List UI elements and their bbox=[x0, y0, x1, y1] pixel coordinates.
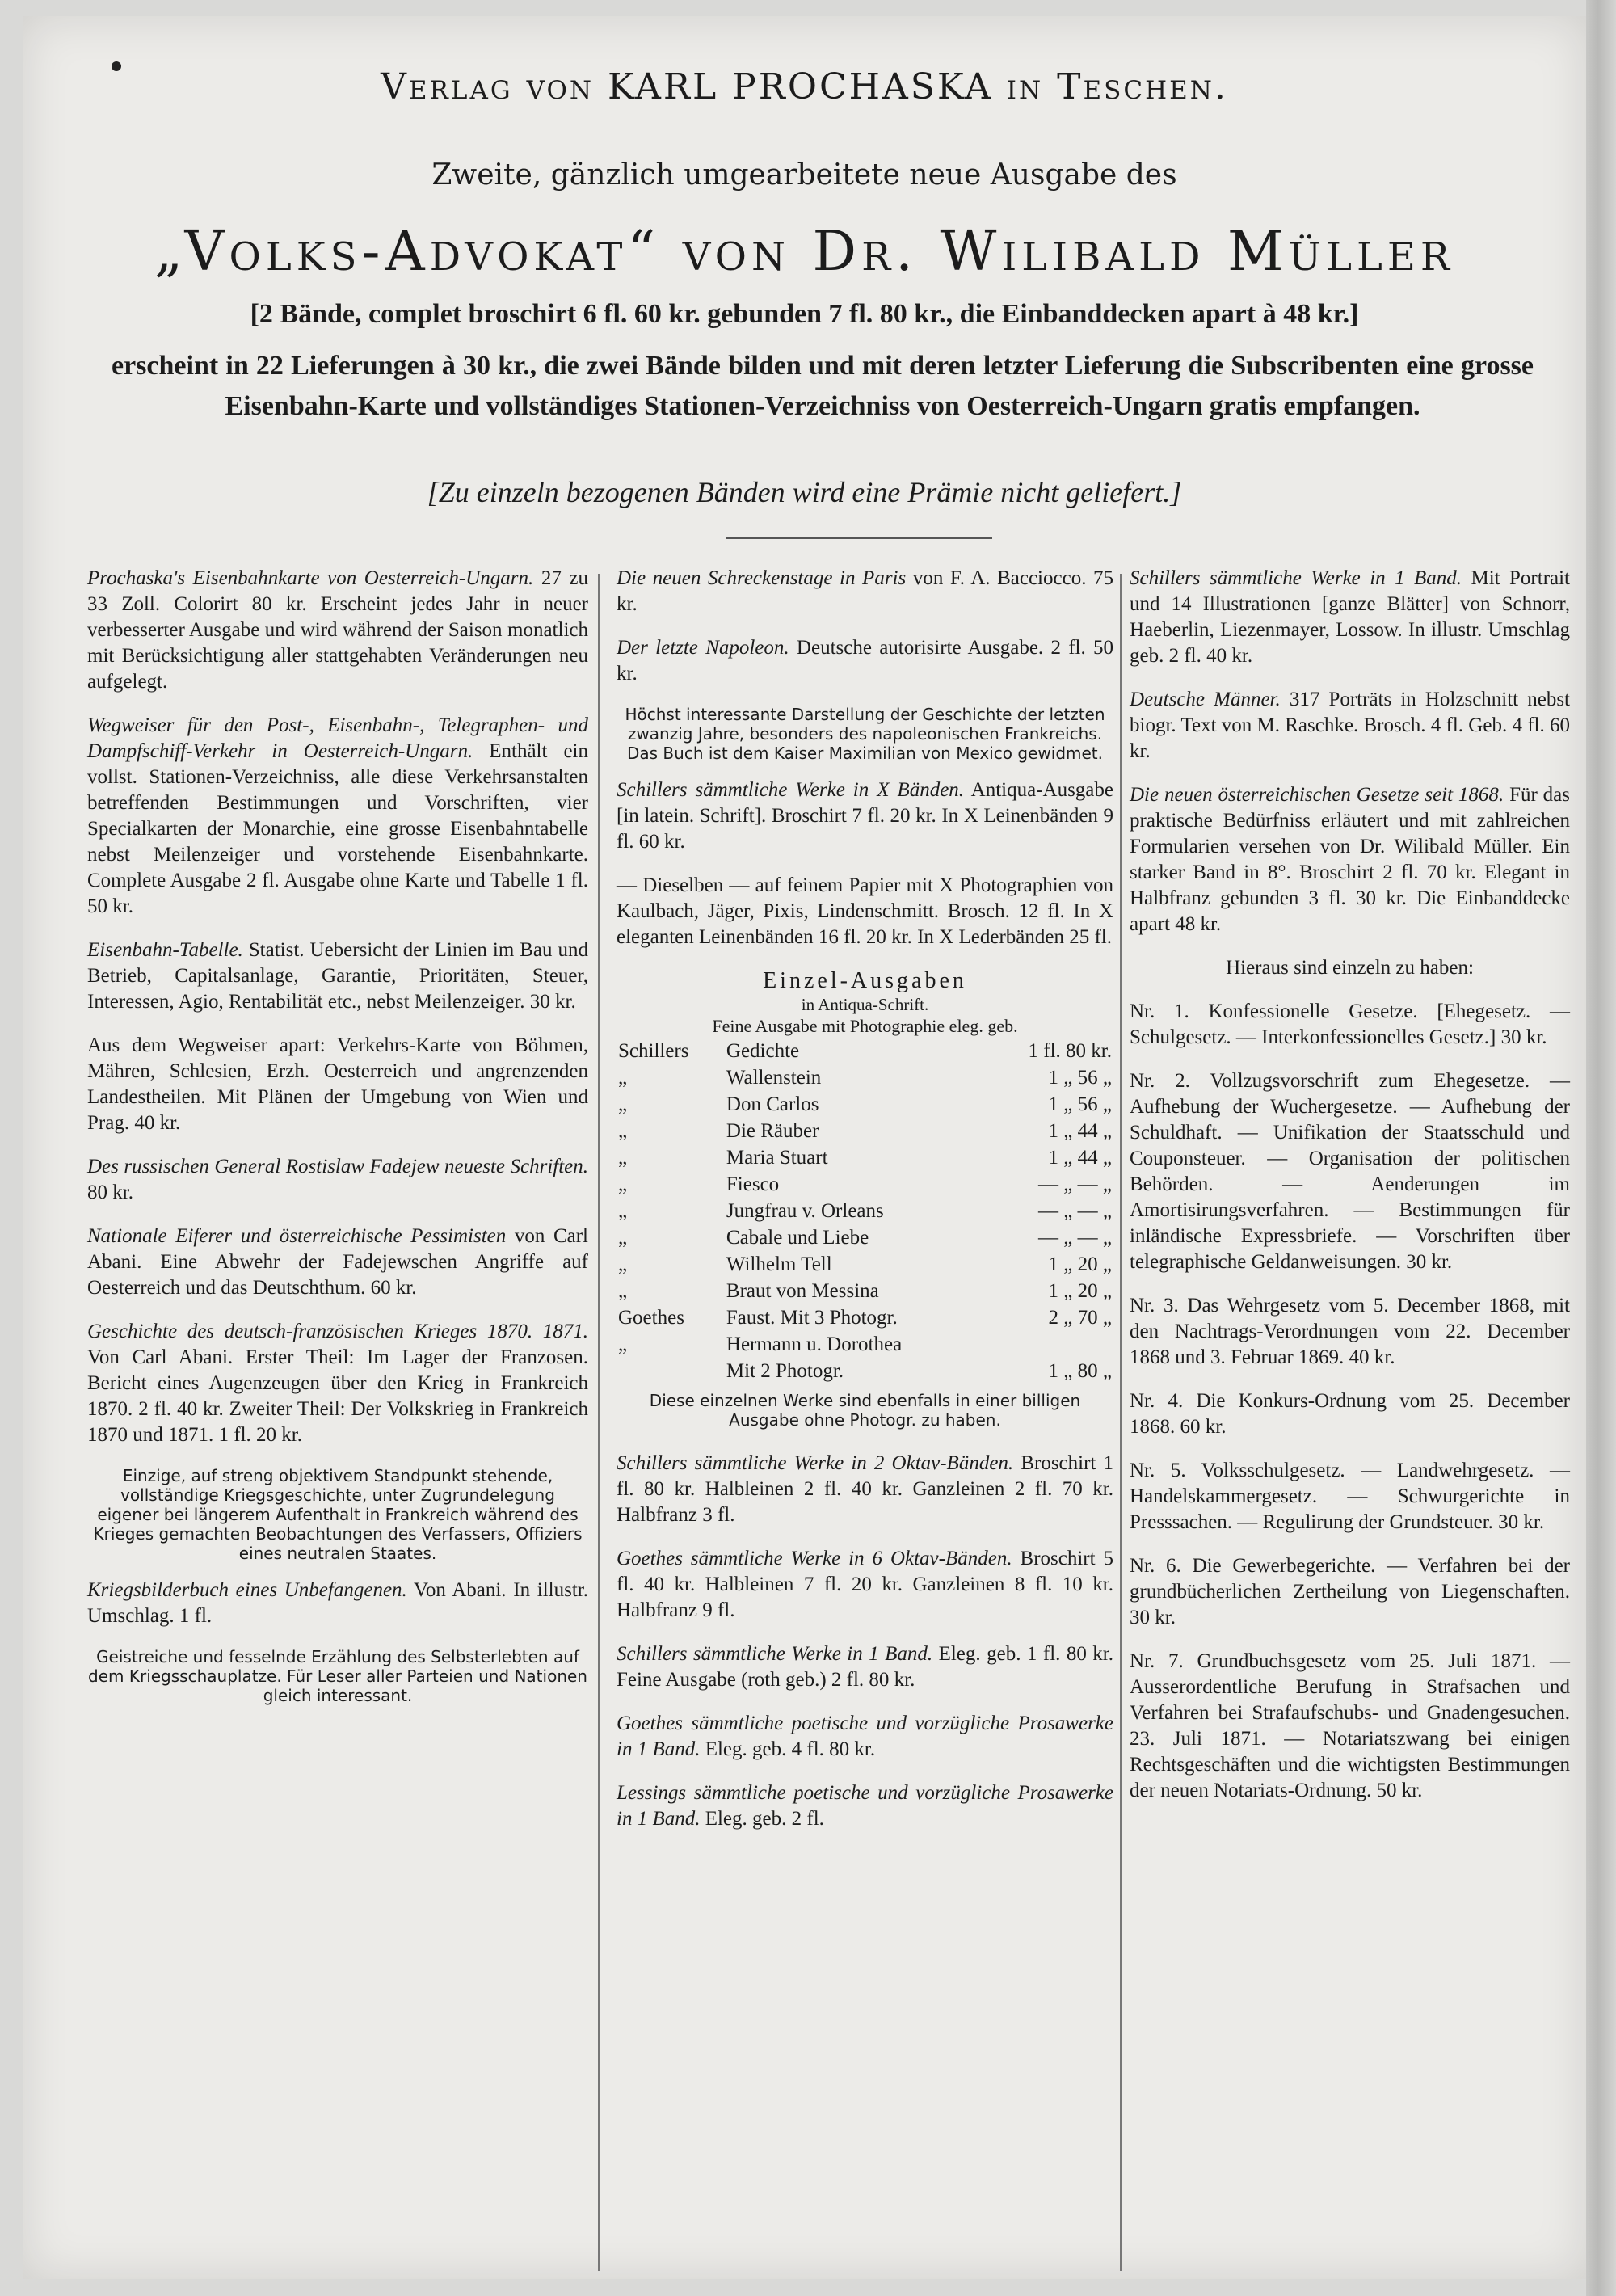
entry-title: Schillers sämmtliche Werke in 2 Oktav-Bänden. bbox=[617, 1452, 1014, 1474]
author-cell: Schillers bbox=[618, 1040, 689, 1062]
entry-title: Lessings sämmtliche poetische und vorzügliche Prosawerke in 1 Band. bbox=[617, 1782, 1113, 1830]
entry-title: Der letzte Napoleon. bbox=[617, 637, 789, 659]
author-cell: „ bbox=[618, 1280, 628, 1302]
table-row bbox=[617, 1358, 1113, 1384]
entry bbox=[617, 873, 1113, 950]
price-cell: 1 „ 44 „ bbox=[1048, 1120, 1112, 1142]
author-cell: „ bbox=[618, 1227, 628, 1249]
entry-title: Goethes sämmtliche Werke in 6 Oktav-Bänden. bbox=[617, 1548, 1012, 1569]
price-cell bbox=[987, 1331, 1113, 1358]
publisher-line: Verlag von KARL PROCHASKA in Teschen. bbox=[381, 66, 1228, 107]
main-title: „Volks-Advokat“ von Dr. Wilibald Müller bbox=[154, 220, 1455, 284]
entry-text: Nr. 3. Das Wehrgesetz vom 5. December 1868, mit den Nachtrags-Verordnungen vom 22. December 1868 und 3. Februar 1869. 40 kr. bbox=[1130, 1295, 1570, 1368]
column-divider bbox=[1120, 574, 1122, 2271]
entry-text: Broschirt 1 fl. 80 kr. Halbleinen 2 fl. 40 kr. Ganzleinen 2 fl. 70 kr. Halbfranz 3 fl. bbox=[617, 1452, 1114, 1526]
author-cell: „ bbox=[618, 1253, 628, 1275]
entry-text: — Dieselben — auf feinem Papier mit X Photographien von Kaulbach, Jäger, Pixis, Lindenschmitt. Brosch. 12 fl. In X eleganten Leinenbänden 16 fl. 20 kr. In X Lederbänden 25 fl. bbox=[617, 874, 1113, 948]
entry-text: Deutsche autorisirte Ausgabe. 2 fl. 50 kr. bbox=[617, 637, 1113, 685]
entry-text: Statist. Uebersicht der Linien im Bau und Betrieb, Capitalsanlage, Garantie, Prioritäten, Steuer, Interessen, Agio, Rentabilität etc., nebst Meilenzeiger. 30 kr. bbox=[87, 939, 588, 1013]
entry bbox=[617, 566, 1113, 617]
table-row bbox=[617, 1198, 1113, 1224]
entry-title: Die neuen österreichischen Gesetze seit 1868. bbox=[1130, 784, 1504, 806]
title-cell: Braut von Messina bbox=[726, 1280, 879, 1302]
entry bbox=[1130, 1649, 1570, 1804]
entry bbox=[1130, 1553, 1570, 1631]
entry-text: Geistreiche und fesselnde Erzählung des Selbsterlebten auf dem Kriegsschauplatze. Für Leser aller Parteien und Nationen gleich interessant. bbox=[88, 1647, 587, 1705]
description: erscheint in 22 Lieferungen à 30 kr., die zwei Bände bilden und mit deren letzter Lieferung die Subscribenten eine grosse Eisenbahn-Karte und vollständiges Stationen-Verzeichniss von Oesterreich-Ungarn gratis empfangen. bbox=[112, 351, 1534, 421]
entry bbox=[87, 566, 588, 695]
title-cell: Fiesco bbox=[726, 1173, 780, 1195]
page bbox=[23, 16, 1586, 2279]
entry bbox=[87, 1319, 588, 1448]
title-cell: Maria Stuart bbox=[726, 1147, 828, 1169]
author-cell: „ bbox=[618, 1200, 628, 1222]
table-row bbox=[617, 1171, 1113, 1198]
entry-text: Von Abani. In illustr. Umschlag. 1 fl. bbox=[87, 1579, 588, 1627]
entry bbox=[617, 1451, 1113, 1528]
price-cell: 1 „ 44 „ bbox=[1048, 1147, 1112, 1169]
price-cell: 1 „ 20 „ bbox=[1048, 1280, 1112, 1302]
entry-text: Hieraus sind einzeln zu haben: bbox=[1226, 957, 1474, 979]
entry-note bbox=[87, 1466, 588, 1563]
entry-text: Eleg. geb. 1 fl. 80 kr. Feine Ausgabe (roth geb.) 2 fl. 80 kr. bbox=[617, 1643, 1113, 1691]
title-cell: Faust. Mit 3 Photogr. bbox=[726, 1307, 898, 1329]
einzel-sub: in Antiqua-Schrift. bbox=[801, 995, 929, 1014]
entry-text: Höchst interessante Darstellung der Geschichte der letzten zwanzig Jahre, besonders des napoleonischen Frankreichs. Das Buch ist dem Kaiser Maximilian von Mexico gewidmet. bbox=[625, 705, 1105, 763]
author-cell bbox=[617, 1358, 725, 1384]
entry-text: Für das praktische Bedürfniss erläutert und mit zahlreichen Formularien versehen von Dr. Wilibald Müller. Ein starker Band in 8°. Broschirt 2 fl. 70 kr. Elegant in Halbfranz gebunden 3 fl. 30 kr. Die Einbanddecke apart 48 kr. bbox=[1130, 784, 1570, 935]
entry-text: Von Carl Abani. Erster Theil: Im Lager der Franzosen. Bericht eines Augenzeugen über den Krieg in Frankreich 1870. 2 fl. 40 kr. Zweiter Theil: Der Volkskrieg in Frankreich 1870 und 1871. 1 fl. 20 kr. bbox=[87, 1346, 588, 1446]
title-cell: Wilhelm Tell bbox=[726, 1253, 832, 1275]
price-line: [2 Bände, complet broschirt 6 fl. 60 kr. gebunden 7 fl. 80 kr., die Einbanddecken apart à 48 kr.] bbox=[250, 299, 1359, 329]
einzel-footnote: Diese einzelnen Werke sind ebenfalls in einer billigen Ausgabe ohne Photogr. zu haben. bbox=[649, 1391, 1081, 1430]
entry-text: Broschirt 5 fl. 40 kr. Halbleinen 7 fl. 20 kr. Ganzleinen 8 fl. 10 kr. Halbfranz 9 fl. bbox=[617, 1548, 1114, 1621]
entry-text: Nr. 1. Konfessionelle Gesetze. [Ehegesetz. — Schulgesetz. — Interkonfessionelles Gesetz.] 30 kr. bbox=[1130, 1001, 1570, 1048]
entry bbox=[87, 1033, 588, 1136]
price-cell: 1 fl. 80 kr. bbox=[1028, 1040, 1112, 1062]
entry-title: Nationale Eiferer und österreichische Pessimisten bbox=[87, 1225, 507, 1247]
author-cell: Goethes bbox=[618, 1307, 684, 1329]
title-cell: Wallenstein bbox=[726, 1067, 822, 1089]
entry-title: Wegweiser für den Post-, Eisenbahn-, Telegraphen- und Dampfschiff-Verkehr in Oesterreich-Ungarn. bbox=[87, 714, 588, 762]
entry bbox=[617, 1780, 1113, 1832]
author-cell: „ bbox=[618, 1093, 628, 1115]
table-row bbox=[617, 1224, 1113, 1251]
author-cell: „ bbox=[618, 1173, 628, 1195]
entry-text: 80 kr. bbox=[87, 1182, 133, 1203]
entry bbox=[87, 1578, 588, 1629]
entry-note bbox=[87, 1647, 588, 1705]
title-cell: Don Carlos bbox=[726, 1093, 819, 1115]
entry bbox=[1130, 1458, 1570, 1536]
entry-text: 317 Porträts in Holzschnitt nebst biogr. Text von M. Raschke. Brosch. 4 fl. Geb. 4 fl. 60 kr. bbox=[1130, 689, 1571, 762]
entry bbox=[87, 1154, 588, 1206]
table-row bbox=[617, 1331, 1113, 1358]
price-cell: — „ — „ bbox=[1038, 1173, 1112, 1195]
entry-text: Antiqua-Ausgabe [in latein. Schrift]. Broschirt 7 fl. 20 kr. In X Leinenbänden 9 fl. 60 kr. bbox=[617, 779, 1113, 853]
entry-text: 27 zu 33 Zoll. Colorirt 80 kr. Erscheint jedes Jahr in neuer verbesserter Ausgabe und wird während der Saison monatlich mit Berücksichtigung aller stattgehabten Veränderungen neu aufgelegt. bbox=[87, 567, 588, 693]
header-rule bbox=[726, 537, 992, 539]
author-cell: „ bbox=[618, 1067, 628, 1089]
entry-text: Nr. 6. Die Gewerbegerichte. — Verfahren bei der grundbücherlichen Zertheilung von Liegenschaften. 30 kr. bbox=[1130, 1555, 1570, 1628]
entry-text: von F. A. Bacciocco. 75 kr. bbox=[617, 567, 1114, 615]
entry-text: Nr. 5. Volksschulgesetz. — Landwehrgesetz. — Handelskammergesetz. — Schwurgerichte in Presssachen. — Regulirung der Grundsteuer. 30 kr. bbox=[1130, 1460, 1570, 1533]
entry bbox=[1130, 566, 1570, 669]
entry bbox=[1130, 999, 1570, 1051]
column-divider bbox=[598, 574, 600, 2271]
entry-text: Nr. 2. Vollzugsvorschrift zum Ehegesetze. — Aufhebung der Wuchergesetze. — Aufhebung der Schuldhaft. — Unifikation der Staatsschuld und Couponsteuer. — Organisation der politischen Behörden. — Aenderungen im Amortisirungsverfahren. — Bestimmungen für inländische Expressbriefe. — Vorschriften über telegraphische Geldanweisungen. 30 kr. bbox=[1130, 1070, 1570, 1273]
table-row bbox=[617, 1118, 1113, 1144]
entry-text: Eleg. geb. 4 fl. 80 kr. bbox=[705, 1738, 876, 1760]
entry bbox=[617, 635, 1113, 687]
entry bbox=[1130, 687, 1570, 765]
scan-edge bbox=[1586, 0, 1616, 2296]
entry-note bbox=[617, 705, 1113, 763]
price-cell: 1 „ 80 „ bbox=[1048, 1360, 1112, 1382]
entry-text: Eleg. geb. 2 fl. bbox=[705, 1808, 824, 1830]
entry bbox=[87, 1224, 588, 1301]
column-middle bbox=[617, 566, 1113, 1850]
entry-title: Schillers sämmtliche Werke in 1 Band. bbox=[617, 1643, 933, 1665]
edition-line: Zweite, gänzlich umgearbeitete neue Ausgabe des bbox=[431, 158, 1177, 192]
einzel-table bbox=[617, 1038, 1113, 1384]
entry-title: Schillers sämmtliche Werke in 1 Band. bbox=[1130, 567, 1462, 589]
author-cell: „ bbox=[618, 1120, 628, 1142]
price-cell: 1 „ 20 „ bbox=[1048, 1253, 1112, 1275]
entry bbox=[1130, 1068, 1570, 1275]
entry bbox=[617, 1546, 1113, 1624]
column-right bbox=[1130, 566, 1570, 1822]
price-cell: — „ — „ bbox=[1038, 1200, 1112, 1222]
entry bbox=[617, 777, 1113, 855]
entry-text: Enthält ein vollst. Stationen-Verzeichniss, alle diese Verkehrsanstalten betreffenden Bestimmungen und Vorschriften, vier Specialkarten der Monarchie, eine grosse Eisenbahntabelle nebst Meilenzeiger und vorstehende Eisenbahnkarte. Complete Ausgabe 2 fl. Ausgabe ohne Karte und Tabelle 1 fl. 50 kr. bbox=[87, 740, 588, 917]
price-cell: 2 „ 70 „ bbox=[1048, 1307, 1112, 1329]
entry-title: Prochaska's Eisenbahnkarte von Oesterreich-Ungarn. bbox=[87, 567, 534, 589]
entry-title: Des russischen General Rostislaw Fadejew neueste Schriften. bbox=[87, 1156, 588, 1177]
title-cell: Hermann u. Dorothea bbox=[726, 1333, 903, 1355]
title-cell: Jungfrau v. Orleans bbox=[726, 1200, 884, 1222]
entry bbox=[617, 1641, 1113, 1693]
premium-note: [Zu einzeln bezogenen Bänden wird eine Prämie nicht geliefert.] bbox=[427, 476, 1182, 508]
author-cell: „ bbox=[618, 1147, 628, 1169]
entry-text: Nr. 4. Die Konkurs-Ordnung vom 25. December 1868. 60 kr. bbox=[1130, 1390, 1570, 1438]
einzel-sub2: Feine Ausgabe mit Photographie eleg. geb. bbox=[712, 1016, 1018, 1036]
entry-title: Geschichte des deutsch-französischen Krieges 1870. 1871. bbox=[87, 1321, 588, 1342]
table-row bbox=[617, 1038, 1113, 1064]
entry-title: Die neuen Schreckenstage in Paris bbox=[617, 567, 907, 589]
entry-text: Aus dem Wegweiser apart: Verkehrs-Karte von Böhmen, Mähren, Schlesien, Erzh. Oesterreich und angrenzenden Landestheilen. Mit Plänen der Umgebung von Wien und Prag. 40 kr. bbox=[87, 1034, 588, 1134]
title-cell: Gedichte bbox=[726, 1040, 800, 1062]
price-cell: — „ — „ bbox=[1038, 1227, 1112, 1249]
entry-title: Goethes sämmtliche poetische und vorzügliche Prosawerke in 1 Band. bbox=[617, 1713, 1113, 1760]
author-cell: „ bbox=[618, 1333, 628, 1355]
entry bbox=[1130, 1388, 1570, 1440]
entry-text: von Carl Abani. Eine Abwehr der Fadejewschen Angriffe auf Oesterreich und das Deutschthum. 60 kr. bbox=[87, 1225, 589, 1299]
entry-title: Schillers sämmtliche Werke in X Bänden. bbox=[617, 779, 965, 801]
entry-text: Nr. 7. Grundbuchsgesetz vom 25. Juli 1871. — Ausserordentliche Berufung in Strafsachen und Verfahren bei Strafaufschubs- und Gnadengesuchen. 23. Juli 1871. — Notariatszwang bei einigen Rechtsgeschäften und die wichtigsten Bestimmungen der neuen Notariats-Ordnung. 50 kr. bbox=[1130, 1650, 1570, 1801]
entry bbox=[1130, 1293, 1570, 1371]
entry-title: Deutsche Männer. bbox=[1130, 689, 1281, 710]
entry-text: Mit Portrait und 14 Illustrationen [ganze Blätter] von Schnorr, Haeberlin, Liezenmayer, Lossow. In illustr. Umschlag geb. 2 fl. 40 kr. bbox=[1130, 567, 1571, 667]
entry bbox=[617, 1711, 1113, 1763]
entry bbox=[87, 713, 588, 920]
entry bbox=[87, 937, 588, 1015]
table-row bbox=[617, 1304, 1113, 1331]
price-cell: 1 „ 56 „ bbox=[1048, 1067, 1112, 1089]
entry-title: Kriegsbilderbuch eines Unbefangenen. bbox=[87, 1579, 407, 1601]
title-cell: Mit 2 Photogr. bbox=[726, 1360, 844, 1382]
title-cell: Cabale und Liebe bbox=[726, 1227, 869, 1249]
column-left bbox=[87, 566, 588, 1720]
entry bbox=[1130, 782, 1570, 937]
title-cell: Die Räuber bbox=[726, 1120, 819, 1142]
table-row bbox=[617, 1278, 1113, 1304]
table-row bbox=[617, 1064, 1113, 1091]
table-row bbox=[617, 1144, 1113, 1171]
price-cell: 1 „ 56 „ bbox=[1048, 1093, 1112, 1115]
entry bbox=[1130, 955, 1570, 981]
entry-title: Eisenbahn-Tabelle. bbox=[87, 939, 243, 961]
table-row bbox=[617, 1251, 1113, 1278]
entry-text: Einzige, auf streng objektivem Standpunkt stehende, vollständige Kriegsgeschichte, unter Zugrundelegung eigener bei längerem Aufenthalt in Frankreich während des Krieges gemachten Beobachtungen des Verfassers, Offiziers eines neutralen Staates. bbox=[93, 1466, 583, 1563]
table-row bbox=[617, 1091, 1113, 1118]
einzel-heading: Einzel-Ausgaben bbox=[763, 968, 967, 993]
